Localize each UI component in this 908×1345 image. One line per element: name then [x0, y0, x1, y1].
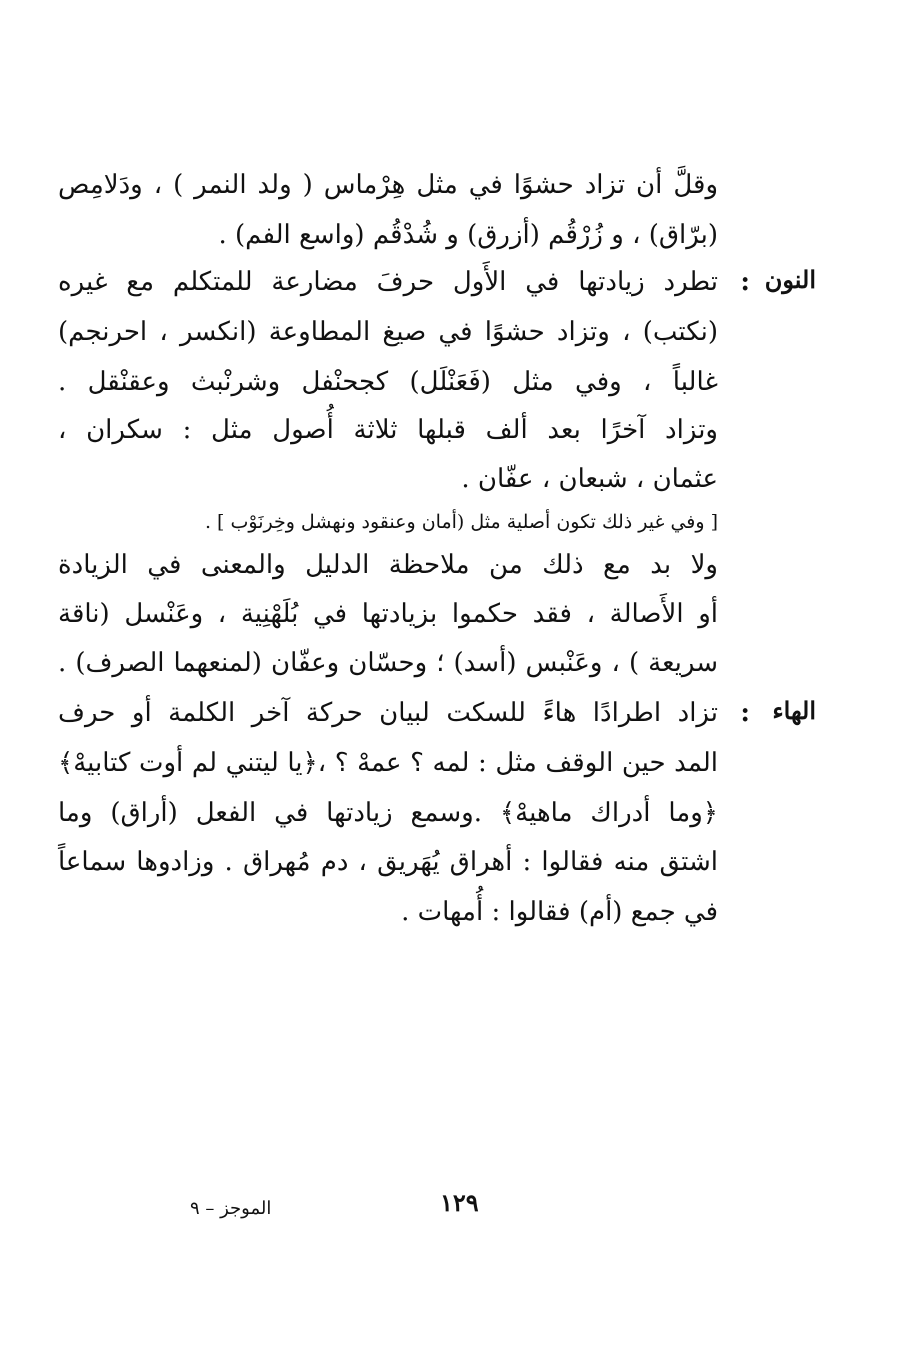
term-colon: : — [740, 267, 750, 297]
page-number: ١٢٩ — [440, 1188, 479, 1217]
text-line: وتزاد آخرًا بعد ألف قبلها ثلاثة أُصول مثل : سكران ، — [58, 415, 718, 445]
text-line: غالباً ، وفي مثل (فَعَنْلَل) كجحنْفل وشرنْبث وعقنْقل . — [58, 367, 718, 397]
text-line: اشتق منه فقالوا : أهراق يُهَريق ، دم مُهراق . وزادوها سماعاً — [58, 847, 718, 877]
text-line: المد حين الوقف مثل : لمه ؟ عمهْ ؟ ،﴿يا ليتني لم أوت كتابيهْ﴾ — [58, 748, 718, 778]
term-colon: : — [740, 698, 750, 728]
text-line: (برّاق) ، و زُرْقُم (أزرق) و شُدْقُم (واسع الفم) . — [218, 220, 718, 250]
text-line: عثمان ، شبعان ، عفّان . — [461, 464, 718, 494]
text-line: وقلَّ أن تزاد حشوًا في مثل هِرْماس ( ولد النمر ) ، ودَلامِص — [58, 170, 718, 200]
text-line: أو الأَصالة ، فقد حكموا بزيادتها في بُلَهْنِية ، وعَنْسل (ناقة — [58, 599, 718, 629]
text-line: تطرد زيادتها في الأَول حرفَ مضارعة للمتكلم مع غيره — [58, 267, 718, 297]
text-line: تزاد اطرادًا هاءً للسكت لبيان حركة آخر الكلمة أو حرف — [58, 698, 718, 728]
section-term-ha: الهاء — [772, 696, 816, 725]
text-line: (نكتب) ، وتزاد حشوًا في صيغ المطاوعة (انكسر ، احرنجم) — [58, 317, 718, 347]
signature-mark: الموجز – ٩ — [190, 1198, 272, 1219]
text-line: ولا بد مع ذلك من ملاحظة الدليل والمعنى في الزيادة — [58, 550, 718, 580]
text-line: ﴿وما أدراك ماهيهْ﴾ .وسمع زيادتها في الفعل (أراق) وما — [58, 798, 718, 828]
text-line: في جمع (أم) فقالوا : أُمهات . — [401, 897, 718, 927]
bracketed-note: [ وفي غير ذلك تكون أصلية مثل (أمان وعنقود ونهشل وخِرنَوْب ] . — [204, 511, 718, 533]
text-line: سريعة ) ، وعَنْبس (أسد) ؛ وحسّان وعفّان (لمنعهما الصرف) . — [58, 648, 718, 678]
section-term-nun: النون — [764, 265, 816, 294]
